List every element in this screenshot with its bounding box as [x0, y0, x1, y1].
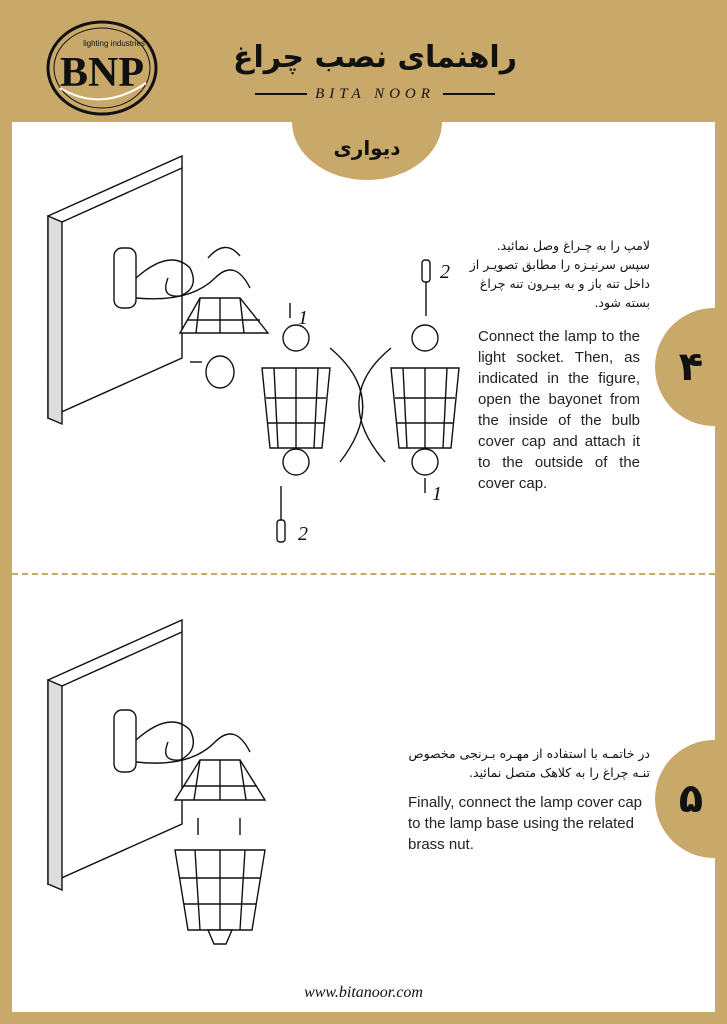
brand-rule-right [443, 93, 495, 95]
step4-fa-line: داخل تنه باز و به بیـرون تنه چراغ [479, 276, 650, 291]
step5-number-badge: ۵ [655, 740, 727, 858]
step5-instruction-fa [400, 744, 650, 782]
step4-label-1a: 1 [298, 307, 308, 329]
wall-bracket-plate [114, 248, 136, 308]
cap-circle-right [412, 325, 438, 351]
step4-label-2b: 2 [298, 523, 308, 545]
brand-name: BITA NOOR [315, 85, 435, 102]
screwdriver-top [422, 260, 430, 282]
light-bulb [206, 356, 234, 388]
step4-fa-line: سپس سرنیـزه را مطابق تصویـر از [469, 257, 650, 272]
bnp-logo [42, 18, 162, 118]
logo-letters: BNP [60, 50, 144, 96]
flow-arc-left [330, 348, 363, 462]
step4-label-1b: 1 [432, 483, 442, 505]
logo-tagline: lighting industries [83, 39, 145, 48]
screwdriver-bottom [277, 520, 285, 542]
step4-instruction-en: Connect the lamp to the light socket. Then, as indicated in the figure, open the bayonet from the inside of the bulb cover cap and attach it to the outside of the cover cap. [478, 328, 640, 492]
wall-edge [48, 680, 62, 890]
section-label: دیواری [333, 136, 401, 160]
brand-name-row [255, 84, 495, 104]
base-circle-right [412, 449, 438, 475]
step5-instruction-en: Finally, connect the lamp cover cap to the lamp base using the related brass nut. [408, 794, 643, 853]
step4-fa-line: لامپ را به چـراغ وصل نمائید. [496, 238, 650, 253]
brand-rule-left [255, 93, 307, 95]
header-band [0, 0, 727, 122]
lamp-cap-top [180, 298, 268, 333]
step4-fa-line: بسته شود. [594, 295, 650, 310]
step4-number-badge: ۴ [655, 308, 727, 426]
step5-fa-line: در خاتمـه با استفاده از مهـره بـرنجی مخصوص [408, 746, 650, 761]
step4-label-2a: 2 [440, 261, 450, 283]
footer-website: www.bitanoor.com [304, 984, 423, 1001]
step4-instruction-fa [455, 236, 650, 312]
section-divider [12, 573, 715, 575]
step5-illustration [40, 610, 370, 960]
page-title: راهنمای نصب چراغ [232, 40, 517, 75]
wall-bracket-plate [114, 710, 136, 772]
base-circle-left [283, 449, 309, 475]
lamp-finial [208, 930, 232, 944]
flow-arc-right [359, 348, 391, 462]
step4-illustration [40, 148, 470, 548]
step5-fa-line: تنـه چراغ را به کلاهک متصل نمائید. [469, 765, 650, 780]
wall-edge [48, 216, 62, 424]
